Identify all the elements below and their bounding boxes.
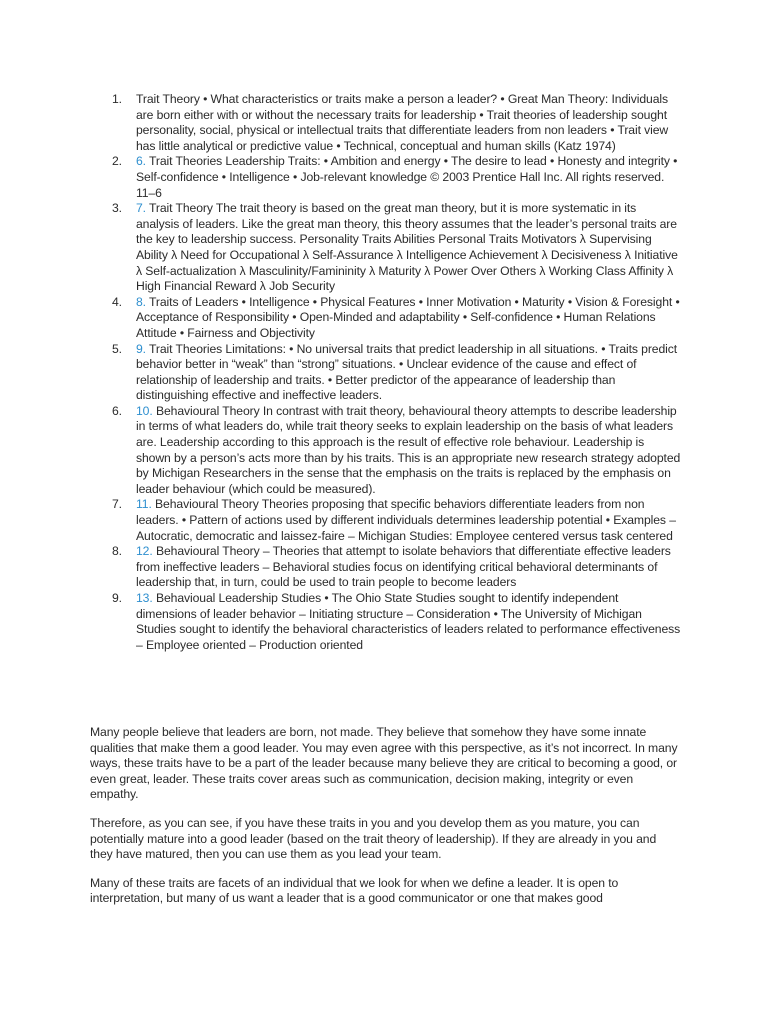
slide-number-link[interactable]: 12. bbox=[136, 544, 156, 559]
slide-number-link[interactable]: 11. bbox=[136, 497, 156, 512]
list-item-number: 4. bbox=[112, 294, 122, 309]
slide-number-link[interactable]: 9. bbox=[136, 341, 150, 356]
list-item-number: 3. bbox=[112, 201, 122, 216]
list-item-text: Trait Theory • What characteristics or traits make a person a leader? • Great Man Theory: Individuals are born either with or without the necessary traits for leadership • Trait theories of leadership sought personality, social, physical or intellectual traits that differentiate leaders from non leaders • Trait view has little analytical or predictive value • Technical, conceptual and human skills (Katz 1974) bbox=[136, 92, 669, 153]
list-item-number: 6. bbox=[112, 403, 122, 418]
list-item bbox=[106, 201, 681, 295]
numbered-slide-list bbox=[106, 92, 681, 653]
list-item-number: 8. bbox=[112, 544, 122, 559]
list-item bbox=[106, 342, 681, 404]
list-item-text: Trait Theories Leadership Traits: • Ambition and energy • The desire to lead • Honesty and integrity • Self-confidence • Intelligence • Job-relevant knowledge © 2003 Prentice Hall Inc. All rights reserved. 11–6 bbox=[136, 154, 678, 200]
list-item-text: Behavioual Leadership Studies • The Ohio State Studies sought to identify independent dimensions of leader behavior – Initiating structure – Consideration • The University of Michigan Studies sought to identify the behavioral characteristics of leaders related to performance effectiveness – Employee oriented – Production oriented bbox=[136, 591, 681, 652]
list-item bbox=[106, 497, 681, 544]
paragraph: Many people believe that leaders are born, not made. They believe that somehow they have some innate qualities that make them a good leader. You may even agree with this perspective, as it’s not incorrect. In many ways, these traits have to be a part of the leader because many believe they are critical to becoming a good, or even great, leader. These traits cover areas such as communication, decision making, integrity or even empathy. bbox=[90, 725, 678, 802]
list-item-text: Behavioural Theory Theories proposing that specific behaviors differentiate leaders from non leaders. • Pattern of actions used by different individuals determines leadership potential • Examples – Autocratic, democratic and laissez-faire – Michigan Studies: Employee centered versus task centered bbox=[136, 497, 676, 543]
list-item bbox=[106, 544, 681, 591]
list-item-text: Trait Theories Limitations: • No universal traits that predict leadership in all situations. • Traits predict behavior better in “weak” than “strong” situations. • Unclear evidence of the cause and effect of relationship of leadership and traits. • Better predictor of the appearance of leadership than distinguishing effective and ineffective leaders. bbox=[136, 341, 678, 403]
body-text bbox=[90, 725, 678, 920]
list-item-number: 1. bbox=[112, 92, 122, 106]
list-item-text: Behavioural Theory In contrast with trait theory, behavioural theory attempts to describe leadership in terms of what leaders do, while trait theory seeks to explain leadership on the basis of what leaders are. Leadership according to this approach is the result of effective role behaviour. Leadership is shown by a person’s acts more than by his traits. This is an appropriate new research strategy adopted by Michigan Researchers in the sense that the emphasis on the traits is replaced by the emphasis on leader behaviour (which could be measured). bbox=[136, 403, 681, 496]
list-item bbox=[106, 154, 681, 201]
paragraph: Therefore, as you can see, if you have these traits in you and you develop them as you mature, you can potentially mature into a good leader (based on the trait theory of leadership). If they are already in you and they have matured, then you can use them as you lead your team. bbox=[90, 815, 657, 862]
slide-number-link[interactable]: 10. bbox=[136, 403, 156, 418]
slide-number-link[interactable]: 8. bbox=[136, 294, 150, 309]
list-item bbox=[106, 404, 681, 498]
list-item-text: Traits of Leaders • Intelligence • Physical Features • Inner Motivation • Maturity • Vision & Foresight • Acceptance of Responsibility • Open-Minded and adaptability • Self-confidence • Human Relations Attitude • Fairness and Objectivity bbox=[136, 294, 680, 340]
list-item-number: 2. bbox=[112, 154, 122, 169]
slide-number-link[interactable]: 13. bbox=[136, 591, 156, 605]
list-item-text: Behavioural Theory – Theories that attempt to isolate behaviors that differentiate effective leaders from ineffective leaders – Behavioral studies focus on identifying critical behavioral determinants of leadership that, in turn, could be used to train people to become leaders bbox=[136, 544, 671, 590]
slide-number-link[interactable]: 7. bbox=[136, 201, 150, 216]
list-item-text: Trait Theory The trait theory is based on the great man theory, but it is more systematic in its analysis of leaders. Like the great man theory, this theory assumes that the leader’s personal traits are the key to leadership success. Personality Traits Abilities Personal Traits Motivators λ Supervising Ability λ Need for Occupational λ Self-Assurance λ Intelligence Achievement λ Decisiveness λ Initiative λ Self-actualization λ Masculinity/Famininity λ Maturity λ Power Over Others λ Working Class Affinity λ High Financial Reward λ Job Security bbox=[136, 201, 678, 294]
list-item-number: 5. bbox=[112, 341, 122, 356]
paragraph: Many of these traits are facets of an individual that we look for when we define a leader. It is open to interpretation, but many of us want a leader that is a good communicator or one that makes good bbox=[90, 875, 619, 906]
list-item bbox=[106, 591, 681, 653]
slide-number-link[interactable]: 6. bbox=[136, 154, 150, 169]
list-item-number: 9. bbox=[112, 591, 122, 605]
list-item bbox=[106, 92, 681, 154]
list-item-number: 7. bbox=[112, 497, 122, 512]
list-item bbox=[106, 295, 681, 342]
